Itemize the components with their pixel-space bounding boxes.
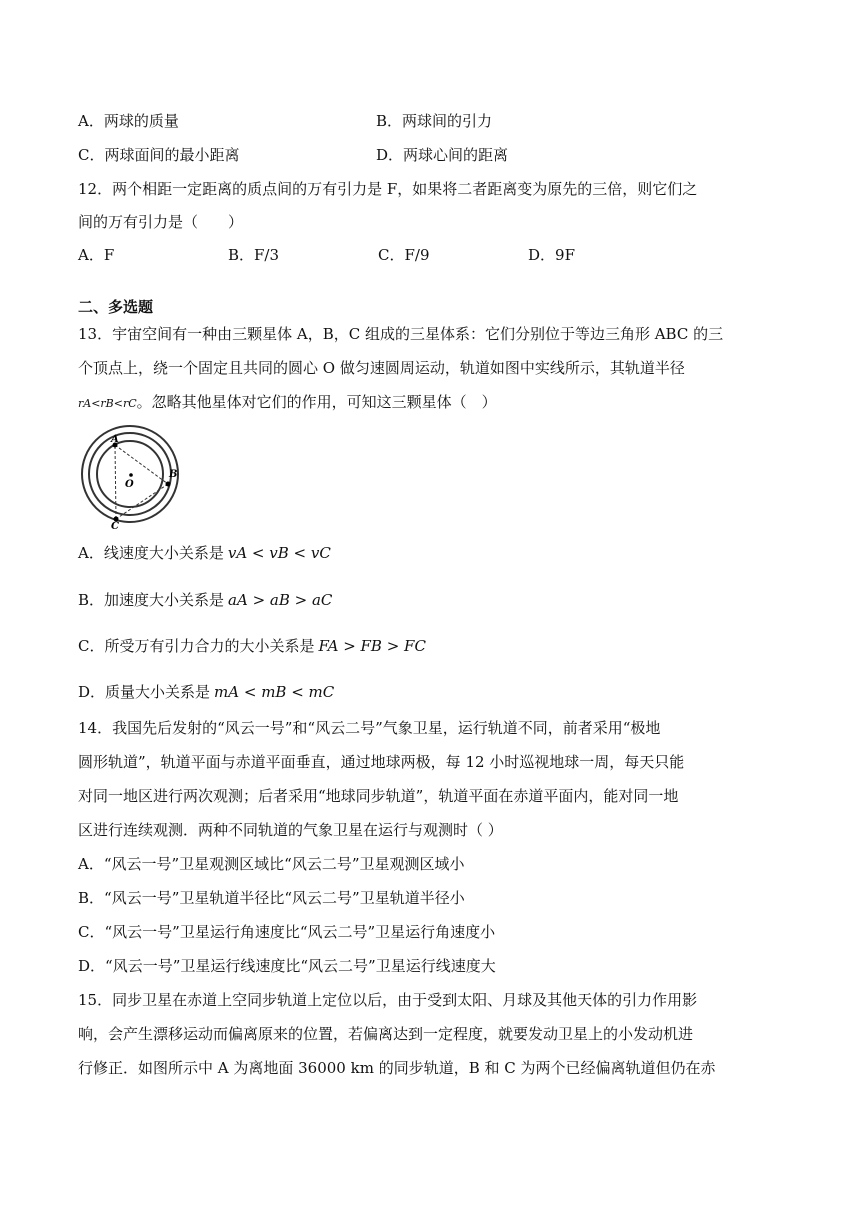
q14-stem-line2: 圆形轨道”，轨道平面与赤道平面垂直，通过地球两极，每 12 小时巡视地球一周，每天只能 [78, 753, 685, 771]
q13-stem-line1: 13．宇宙空间有一种由三颗星体 A，B，C 组成的三星体系：它们分别位于等边三角形 ABC 的三 [78, 325, 724, 343]
section-title-multiple-choice: 二、多选题 [78, 298, 154, 316]
q13-option-b [78, 589, 332, 611]
q13-option-d [78, 681, 334, 703]
q13-option-a-text: A．线速度大小关系是 [78, 544, 224, 562]
q15-stem-line3: 行修正．如图所示中 A 为离地面 36000 km 的同步轨道，B 和 C 为两个已经偏离轨道但仍在赤 [78, 1059, 716, 1077]
q14-option-d: D．“风云一号”卫星运行线速度比“风云二号”卫星运行线速度大 [78, 957, 496, 975]
label-a: A [111, 434, 119, 445]
q11-option-b: B．两球间的引力 [376, 112, 493, 130]
label-b: B [169, 469, 178, 480]
q12-stem-line1: 12．两个相距一定距离的质点间的万有引力是 F，如果将二者距离变为原先的三倍，则它们之 [78, 180, 698, 198]
q13-stem-line3-text: 。忽略其他星体对它们的作用，可知这三颗星体（ ） [136, 393, 497, 411]
three-star-orbit-figure [78, 424, 190, 532]
q13-radius-relation: rA<rB<rC [78, 397, 137, 410]
q13-option-d-text: D．质量大小关系是 [78, 683, 211, 701]
q12-stem-line2: 间的万有引力是（ ） [78, 213, 244, 231]
q14-option-c: C．“风云一号”卫星运行角速度比“风云二号”卫星运行角速度小 [78, 923, 496, 941]
q13-option-d-math: mA < mB < mC [214, 683, 335, 701]
q13-option-c [78, 635, 426, 657]
q11-option-c: C．两球面间的最小距离 [78, 146, 240, 164]
q12-option-c: C．F/9 [378, 246, 430, 264]
star-b-dot [166, 482, 171, 487]
q14-option-a: A．“风云一号”卫星观测区域比“风云二号”卫星观测区域小 [78, 855, 465, 873]
center-o-dot [129, 473, 133, 477]
q11-option-a: A．两球的质量 [78, 112, 179, 130]
q12-option-d: D．9F [528, 246, 575, 264]
q13-option-a-math: vA < vB < vC [227, 544, 331, 562]
q14-stem-line3: 对同一地区进行两次观测；后者采用“地球同步轨道”，轨道平面在赤道平面内，能对同一地 [78, 787, 679, 805]
q14-stem-line1: 14．我国先后发射的“风云一号”和“风云二号”气象卫星，运行轨道不同，前者采用“极地 [78, 719, 661, 737]
q13-option-b-math: aA > aB > aC [228, 591, 333, 609]
q13-option-c-text: C．所受万有引力合力的大小关系是 [78, 637, 315, 655]
q12-option-b: B．F/3 [228, 246, 280, 264]
q11-option-d: D．两球心间的距离 [376, 146, 509, 164]
q13-option-c-math: FA > FB > FC [318, 637, 426, 655]
q15-stem-line2: 响，会产生漂移运动而偏离原来的位置，若偏离达到一定程度，就要发动卫星上的小发动机进 [78, 1025, 694, 1043]
triangle-side-ca [115, 445, 116, 519]
q13-option-a [78, 542, 331, 564]
q14-option-b: B．“风云一号”卫星轨道半径比“风云二号”卫星轨道半径小 [78, 889, 465, 907]
q13-option-b-text: B．加速度大小关系是 [78, 591, 225, 609]
q14-stem-line4: 区进行连续观测．两种不同轨道的气象卫星在运行与观测时（ ） [78, 821, 503, 839]
q13-stem-line2: 个顶点上，绕一个固定且共同的圆心 O 做匀速圆周运动，轨道如图中实线所示，其轨道半径 [78, 359, 685, 377]
label-o: O [125, 479, 134, 490]
q13-stem-line3 [78, 391, 497, 415]
q12-option-a: A．F [78, 246, 115, 264]
label-c: C [111, 521, 119, 532]
q15-stem-line1: 15．同步卫星在赤道上空同步轨道上定位以后，由于受到太阳、月球及其他天体的引力作用影 [78, 991, 698, 1009]
triangle-side-ab [115, 445, 168, 484]
